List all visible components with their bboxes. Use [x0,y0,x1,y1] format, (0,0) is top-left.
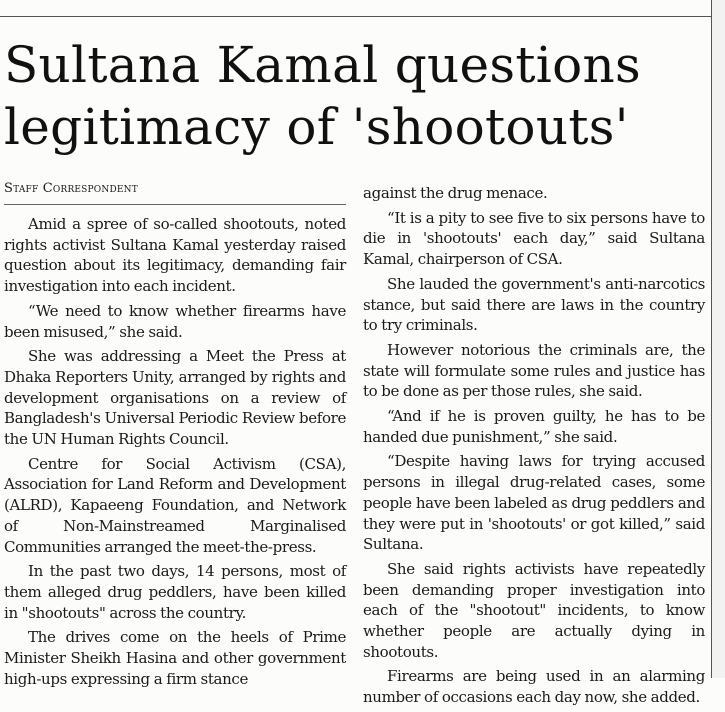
byline-rule [4,204,346,205]
right-column [363,183,705,712]
adjacent-page-strip [712,0,725,678]
byline: Staff Correspondent [4,181,138,196]
left-column [4,214,346,693]
paragraph: “And if he is proven guilty, he has to be handed due punishment,” she said. [363,407,705,446]
paragraph: “Despite having laws for trying accused persons in illegal drug-related cases, some people have been labeled as drug peddlers and they were put in 'shootouts' or got killed,” said Sultana. [363,452,705,554]
paragraph: However notorious the criminals are, the state will formulate some rules and justice has to be done as per those rules, she said. [363,340,705,401]
top-rule [0,16,711,17]
headline: Sultana Kamal questions legitimacy of 'shootouts' [4,36,641,156]
paragraph: She was addressing a Meet the Press at Dhaka Reporters Unity, arranged by rights and development organisations on a review of Bangladesh's Universal Periodic Review before the UN Human Rights Council. [4,347,346,449]
paragraph: Amid a spree of so-called shootouts, noted rights activist Sultana Kamal yesterday raised question about its legitimacy, demanding fair investigation into each incident. [4,215,346,296]
paragraph: Firearms are being used in an alarming number of occasions each day now, she added. [363,667,705,707]
paragraph: The drives come on the heels of Prime Minister Sheikh Hasina and other government high-ups expressing a firm stance [4,628,346,688]
paragraph: She lauded the government's anti-narcotics stance, but said there are laws in the country to try criminals. [363,274,705,335]
paragraph: In the past two days, 14 persons, most of them alleged drug peddlers, have been killed in "shootouts" across the country. [4,562,346,622]
paragraph: “We need to know whether firearms have been misused,” she said. [4,301,346,341]
paragraph-continued: against the drug menace. [363,184,548,202]
paragraph: She said rights activists have repeatedly been demanding proper investigation into each of the "shootout" incidents, to know whether people are actually dying in shootouts. [363,559,705,661]
paragraph: Centre for Social Activism (CSA), Association for Land Reform and Development (ALRD), Kapaeeng Foundation, and Network of Non-Mainstreamed Marginalised Communities arranged the meet-the-press. [4,454,346,556]
paragraph: “It is a pity to see five to six persons have to die in 'shootouts' each day,” said Sultana Kamal, chairperson of CSA. [363,208,705,269]
